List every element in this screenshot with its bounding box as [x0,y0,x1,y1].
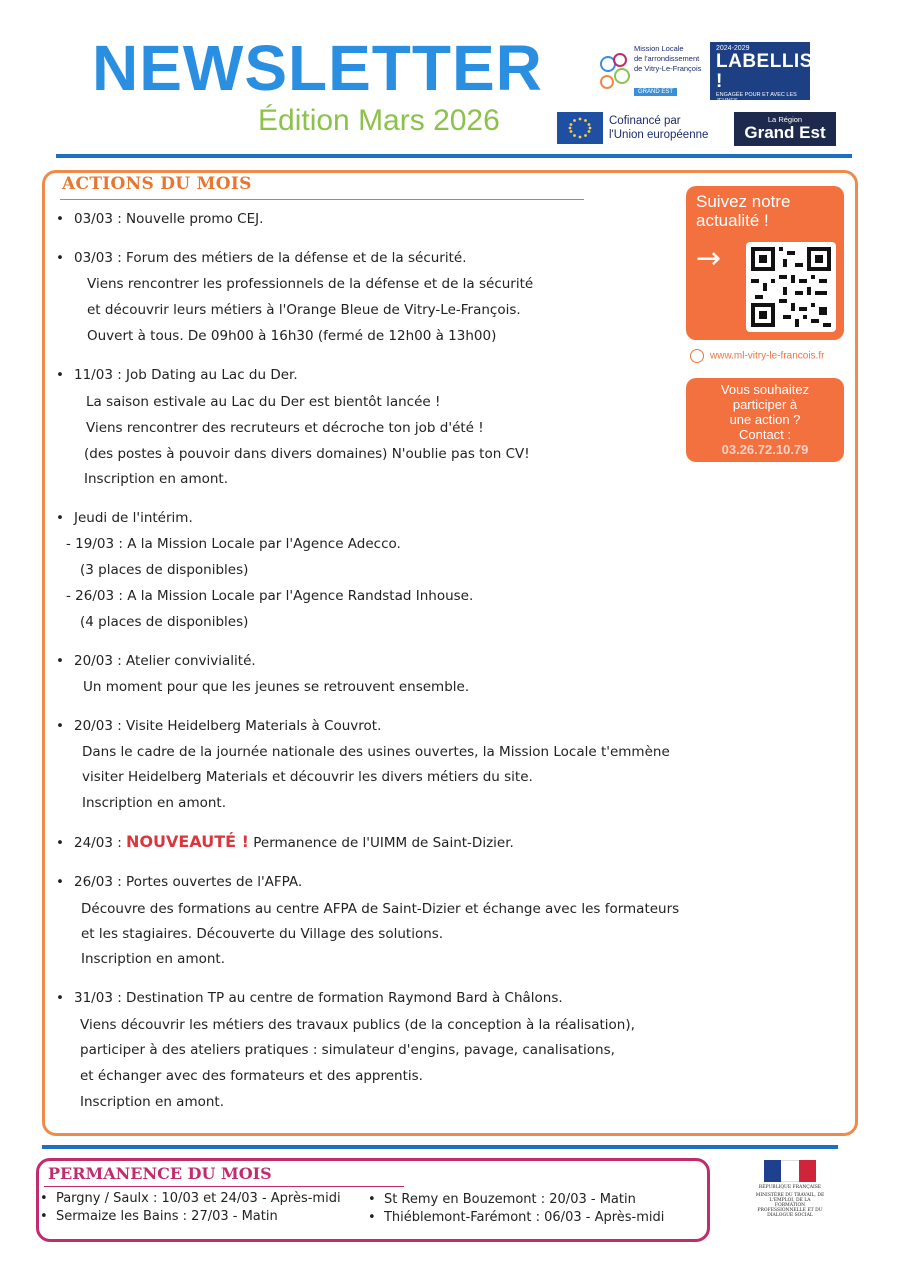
ml-line-2: de l'arrondissement [634,54,700,63]
permanence-detail: : 10/03 et 24/03 - Après-midi [148,1191,341,1206]
french-flag-icon [764,1160,816,1182]
contact-phone[interactable]: 03.26.72.10.79 [721,442,809,457]
newsletter-title: NEWSLETTER [92,32,543,104]
website-url[interactable]: www.ml-vitry-le-francois.fr [710,350,825,362]
permanence-place: Thiéblemont-Farémont [383,1210,532,1225]
action-date: 20/03 [74,718,113,734]
interim-note: (4 places de disponibles) [80,614,249,630]
action-date: 03/03 [74,211,113,227]
action-detail: (des postes à pouvoir dans divers domaines) N'oublie pas ton CV! [84,446,530,462]
rings-icon [598,50,632,98]
globe-icon [690,349,704,363]
action-title: Job Dating au Lac du Der. [126,367,298,383]
permanence-item: • Thiéblemont-Farémont : 06/03 - Après-midi [368,1210,665,1225]
contact-line: Contact : [738,427,792,442]
mission-locale-logo [598,42,704,102]
action-detail: Inscription en amont. [81,951,225,967]
follow-us-card [686,186,844,340]
action-detail: Viens rencontrer les professionnels de la défense et de la sécurité [87,276,534,292]
header-divider [56,154,852,158]
contact-card [686,378,844,462]
eu-line-1: Cofinancé par [609,115,681,127]
region-line-1: La Région [767,115,803,124]
action-title: Portes ouvertes de l'AFPA. [126,874,303,890]
labellisee-badge [710,42,840,104]
contact-line: participer à [732,397,798,412]
action-item: • 31/03 : Destination TP au centre de formation Raymond Bard à Châlons. [56,990,563,1006]
permanence-detail: : 20/03 - Matin [536,1192,636,1207]
ministry-line-1: RÉPUBLIQUE FRANÇAISE [758,1185,822,1190]
qr-code[interactable] [746,242,836,332]
action-detail: et échanger avec des formateurs et des apprentis. [80,1068,423,1084]
ml-tag: GRAND EST [634,88,677,96]
action-title: Visite Heidelberg Materials à Couvrot. [126,718,382,734]
action-item: • 26/03 : Portes ouvertes de l'AFPA. [56,874,303,890]
action-detail: La saison estivale au Lac du Der est bientôt lancée ! [86,394,441,410]
ministry-line-2: MINISTÈRE DU TRAVAIL, DE L'EMPLOI, DE LA FORMATION PROFESSIONNELLE ET DU DIALOGUE SOCIAL [755,1193,825,1218]
actions-title-underline [60,199,584,200]
action-detail: Un moment pour que les jeunes se retrouvent ensemble. [83,679,470,695]
contact-line: Vous souhaitez [720,382,810,397]
region-line-2: Grand Est [744,123,826,142]
action-item: • 20/03 : Visite Heidelberg Materials à Couvrot. [56,718,382,734]
permanence-item: • Sermaize les Bains : 27/03 - Matin [40,1209,278,1224]
action-title: Destination TP au centre de formation Raymond Bard à Châlons. [126,990,563,1006]
action-item: • 03/03 : Forum des métiers de la défense et de la sécurité. [56,250,467,266]
actions-title: ACTIONS DU MOIS [62,174,252,194]
action-date: 20/03 [74,653,113,669]
action-detail: Dans le cadre de la journée nationale des usines ouvertes, la Mission Locale t'emmène [82,744,670,760]
action-item: • 03/03 : Nouvelle promo CEJ. [56,211,264,227]
action-date: 31/03 [74,990,113,1006]
permanence-title-underline [44,1186,404,1187]
action-detail: Découvre des formations au centre AFPA de Saint-Dizier et échange avec les formateurs [81,901,680,917]
permanence-detail: : 06/03 - Après-midi [531,1210,665,1225]
permanence-item: • Pargny / Saulx : 10/03 et 24/03 - Après-midi [40,1191,341,1206]
eu-cofinance-logo [557,112,717,144]
permanence-place: St Remy en Bouzemont [383,1192,537,1207]
interim-agency: l'Agence Adecco. [285,536,401,552]
region-grand-est-logo [734,112,836,146]
action-detail: Inscription en amont. [84,471,228,487]
action-detail: visiter Heidelberg Materials et découvrir les divers métiers du site. [82,769,533,785]
action-date: 26/03 [74,874,113,890]
interim-agency: l'Agence Randstad Inhouse. [285,588,474,604]
permanence-detail: : 27/03 - Matin [178,1209,278,1224]
action-detail: Viens rencontrer des recruteurs et décroche ton job d'été ! [86,420,484,436]
interim-note: (3 places de disponibles) [80,562,249,578]
action-item: • Jeudi de l'intérim. [56,510,193,526]
ml-line-3: de Vitry-Le-François [634,64,702,73]
action-detail: participer à des ateliers pratiques : simulateur d'engins, pavage, canalisations, [80,1042,615,1058]
permanence-place: Pargny / Saulx [55,1191,149,1206]
action-title: Permanence de l'UIMM de Saint-Dizier. [253,835,514,851]
action-item: • 20/03 : Atelier convivialité. [56,653,256,669]
eu-line-2: l'Union européenne [609,129,709,141]
edition-subtitle: Édition Mars 2026 [258,104,500,137]
action-title: Jeudi de l'intérim. [74,510,193,526]
labellisee-years: 2024-2029 [716,45,750,52]
action-item: • 24/03 : NOUVEAUTÉ ! Permanence de l'UIMM de Saint-Dizier. [56,832,514,851]
action-title: Forum des métiers de la défense et de la sécurité. [126,250,467,266]
action-detail: Viens découvrir les métiers des travaux publics (de la conception à la réalisation), [80,1017,635,1033]
action-detail: Inscription en amont. [82,795,226,811]
ministry-logo [754,1160,826,1234]
action-detail: Ouvert à tous. De 09h00 à 16h30 (fermé de 12h00 à 13h00) [87,328,497,344]
action-date: 03/03 [74,250,113,266]
action-item: • 11/03 : Job Dating au Lac du Der. [56,367,298,383]
permanence-item: • St Remy en Bouzemont : 20/03 - Matin [368,1192,636,1207]
qr-code-icon [751,247,831,327]
ml-line-1: Mission Locale [634,44,684,53]
action-detail: et les stagiaires. Découverte du Village des solutions. [81,926,444,942]
interim-prefix: - 26/03 : A la Mission Locale par [66,588,286,604]
website-link[interactable] [690,349,824,363]
action-title: Nouvelle promo CEJ. [126,211,264,227]
labellisee-sub: ENGAGÉE POUR ET AVEC LES JEUNES [716,92,797,104]
interim-slot [66,536,401,552]
nouveaute-badge: NOUVEAUTÉ ! [126,832,249,851]
arrow-right-icon: → [696,241,722,276]
contact-line: une action ? [729,412,801,427]
eu-flag-icon [557,112,603,144]
follow-title: Suivez notre actualité ! [696,192,791,230]
permanence-place: Sermaize les Bains [55,1209,179,1224]
permanence-title: PERMANENCE DU MOIS [48,1164,272,1183]
action-title: Atelier convivialité. [126,653,256,669]
action-date: 11/03 [74,367,113,383]
action-date: 24/03 [74,835,113,851]
interim-slot [66,588,473,604]
labellisee-text: LABELLISÉE ! [716,51,840,92]
action-detail: Inscription en amont. [80,1094,224,1110]
interim-prefix: - 19/03 : A la Mission Locale par [66,536,286,552]
footer-divider [42,1145,838,1149]
action-detail: et découvrir leurs métiers à l'Orange Bleue de Vitry-Le-François. [87,302,521,318]
